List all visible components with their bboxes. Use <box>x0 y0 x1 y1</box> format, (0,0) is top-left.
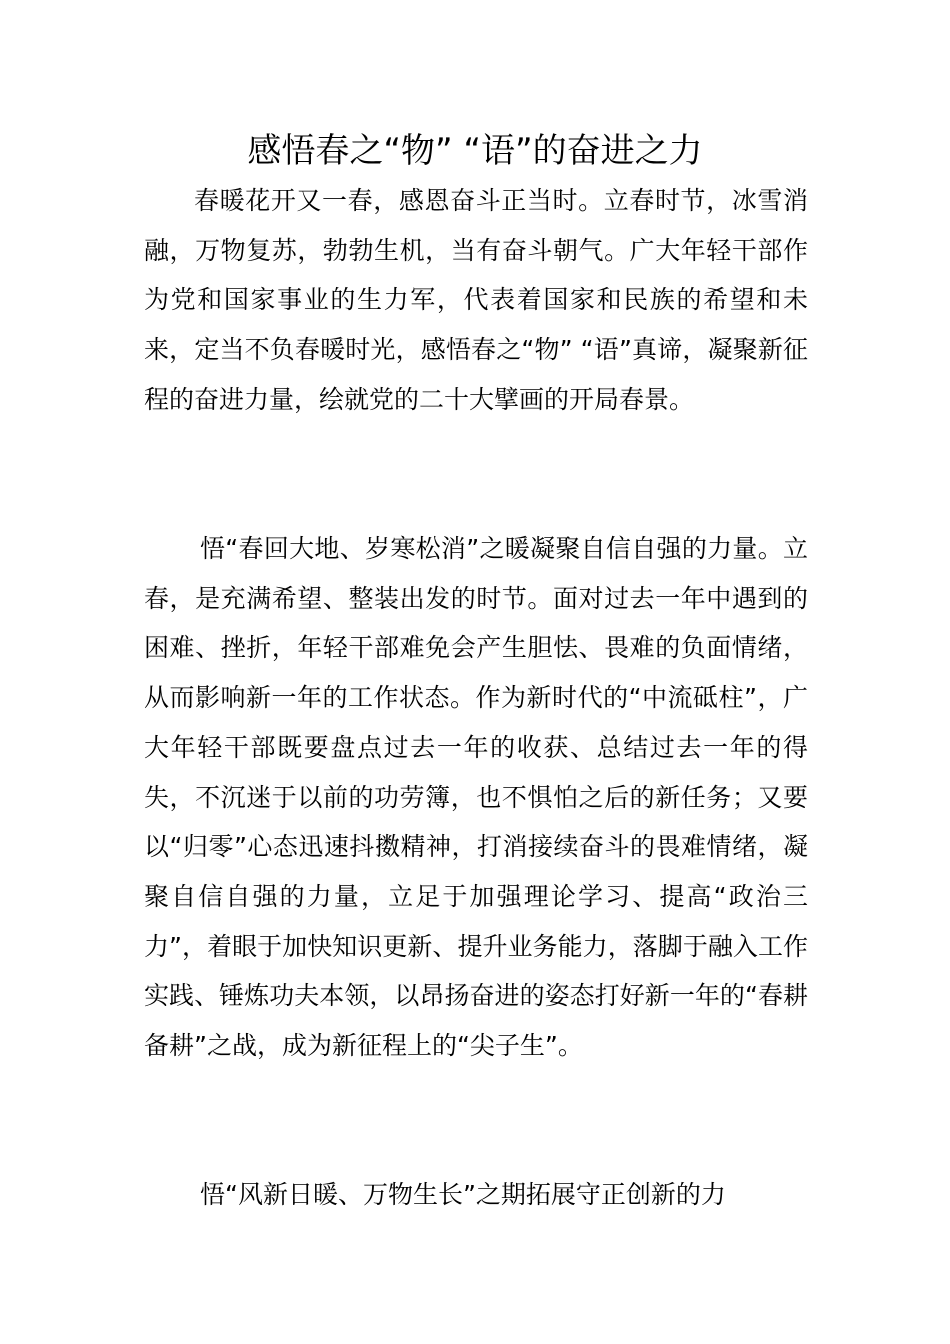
paragraph-warmth: 悟“春回大地、岁寒松消”之暖凝聚自信自强的力量。立春，是充满希望、整装出发的时节。面对过去一年中遇到的困难、挫折，年轻干部难免会产生胆怯、畏难的负面情绪，从而影响新一年的工作状态。作为新时代的“中流砥柱”，广大年轻干部既要盘点过去一年的收获、总结过去一年的得失，不沉迷于以前的功劳簿，也不惧怕之后的新任务；又要以“归零”心态迅速抖擞精神，打消接续奋斗的畏难情绪，凝聚自信自强的力量，立足于加强理论学习、提高“政治三力”，着眼于加快知识更新、提升业务能力，落脚于融入工作实践、锤炼功夫本领，以昂扬奋进的姿态打好新一年的“春耕备耕”之战，成为新征程上的“尖子生”。 <box>144 534 808 1061</box>
paragraph-intro: 春暖花开又一春，感恩奋斗正当时。立春时节，冰雪消融，万物复苏，勃勃生机，当有奋斗朝气。广大年轻干部作为党和国家事业的生力军，代表着国家和民族的希望和未来，定当不负春暖时光，感悟春之“物” “语”真谛，凝聚新征程的奋进力量，绘就党的二十大擘画的开局春景。 <box>144 186 808 414</box>
document-title: 感悟春之“物” “语”的奋进之力 <box>247 131 703 171</box>
paragraph-growth: 悟“风新日暖、万物生长”之期拓展守正创新的力 <box>200 1180 726 1209</box>
